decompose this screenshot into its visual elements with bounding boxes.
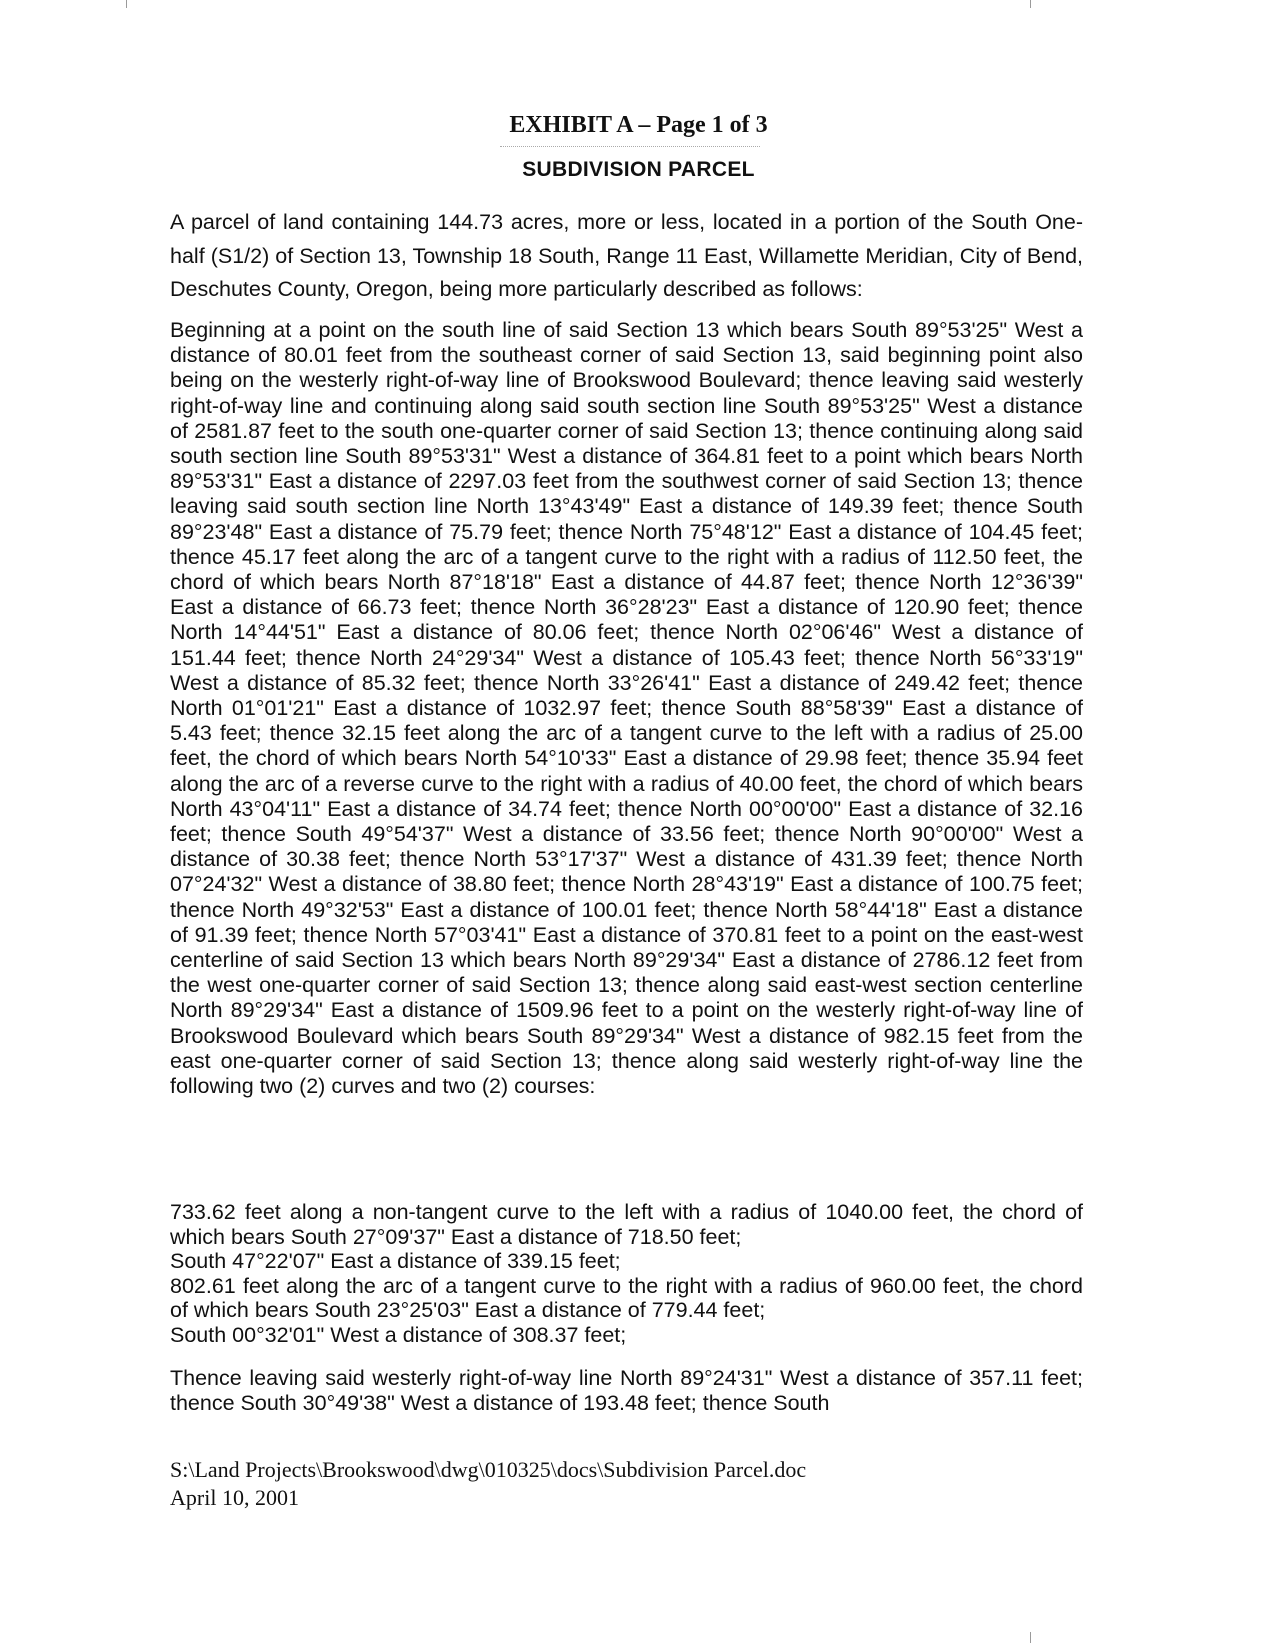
document-footer (170, 1456, 806, 1512)
list-item: 802.61 feet along the arc of a tangent curve to the right with a radius of 960.00 feet, the chord of which bears South 23°25'03" East a distance of 779.44 feet; (170, 1273, 1083, 1322)
thence-paragraph: Thence leaving said westerly right-of-way line North 89°24'31" West a distance of 357.11 feet; thence South 30°49'38" West a distance of 193.48 feet; thence South (170, 1366, 1083, 1415)
scan-edge-mark (1030, 0, 1031, 8)
list-item: South 47°22'07" East a distance of 339.15 feet; (170, 1249, 621, 1273)
exhibit-title: EXHIBIT A – Page 1 of 3 (509, 112, 768, 138)
file-path: S:\Land Projects\Brookswood\dwg\010325\docs\Subdivision Parcel.doc (170, 1457, 807, 1482)
document-date: April 10, 2001 (170, 1485, 299, 1510)
curves-and-courses-list (170, 1200, 1083, 1347)
legal-description-paragraph: Beginning at a point on the south line of said Section 13 which bears South 89°53'25" West a distance of 80.01 feet from the southeast corner of said Section 13, said beginning point also being on the westerly right-of-way line of Brookswood Boulevard; thence leaving said westerly right-of-way line and continuing along said south section line South 89°53'25" West a distance of 2581.87 feet to the south one-quarter corner of said Section 13; thence continuing along said south section line South 89°53'31" West a distance of 364.81 feet to a point which bears North 89°53'31" East a distance of 2297.03 feet from the southwest corner of said Section 13; thence leaving said south section line North 13°43'49" East a distance of 149.39 feet; thence South 89°23'48" East a distance of 75.79 feet; thence North 75°48'12" East a distance of 104.45 feet; thence 45.17 feet along the arc of a tangent curve to the right with a radius of 112.50 feet, the chord of which bears North 87°18'18" East a distance of 44.87 feet; thence North 12°36'39" East a distance of 66.73 feet; thence North 36°28'23" East a distance of 120.90 feet; thence North 14°44'51" East a distance of 80.06 feet; thence North 02°06'46" West a distance of 151.44 feet; thence North 24°29'34" West a distance of 105.43 feet; thence North 56°33'19" West a distance of 85.32 feet; thence North 33°26'41" East a distance of 249.42 feet; thence North 01°01'21" East a distance of 1032.97 feet; thence South 88°58'39" East a distance of 5.43 feet; thence 32.15 feet along the arc of a tangent curve to the left with a radius of 25.00 feet, the chord of which bears North 54°10'33" East a distance of 29.98 feet; thence 35.94 feet along the arc of a reverse curve to the right with a radius of 40.00 feet, the chord of which bears North 43°04'11" East a distance of 34.74 feet; thence North 00°00'00" East a distance of 32.16 feet; thence South 49°54'37" West a distance of 33.56 feet; thence North 90°00'00" West a distance of 30.38 feet; thence North 53°17'37" West a distance of 431.39 feet; thence North 07°24'32" West a distance of 38.80 feet; thence North 28°43'19" East a distance of 100.75 feet; thence North 49°32'53" East a distance of 100.01 feet; thence North 58°44'18" East a distance of 91.39 feet; thence North 57°03'41" East a distance of 370.81 feet to a point on the east-west centerline of said Section 13 which bears North 89°29'34" East a distance of 2786.12 feet from the west one-quarter corner of said Section 13; thence along said east-west section centerline North 89°29'34" East a distance of 1509.96 feet to a point on the westerly right-of-way line of Brookswood Boulevard which bears South 89°29'34" West a distance of 982.15 feet from the east one-quarter corner of said Section 13; thence along said westerly right-of-way line the following two (2) curves and two (2) courses: (170, 318, 1083, 1099)
list-item: South 00°32'01" West a distance of 308.37 feet; (170, 1322, 627, 1347)
scan-artifact (500, 146, 760, 155)
scan-edge-mark (126, 0, 127, 8)
intro-paragraph: A parcel of land containing 144.73 acres, more or less, located in a portion of the South One-half (S1/2) of Section 13, Township 18 South, Range 11 East, Willamette Meridian, City of Bend, Deschutes County, Oregon, being more particularly described as follows: (170, 210, 1083, 301)
list-item: 733.62 feet along a non-tangent curve to the left with a radius of 1040.00 feet, the chord of which bears South 27°09'37" East a distance of 718.50 feet; (170, 1200, 1083, 1249)
scan-edge-mark (1030, 1632, 1031, 1643)
document-subtitle: SUBDIVISION PARCEL (522, 158, 755, 181)
